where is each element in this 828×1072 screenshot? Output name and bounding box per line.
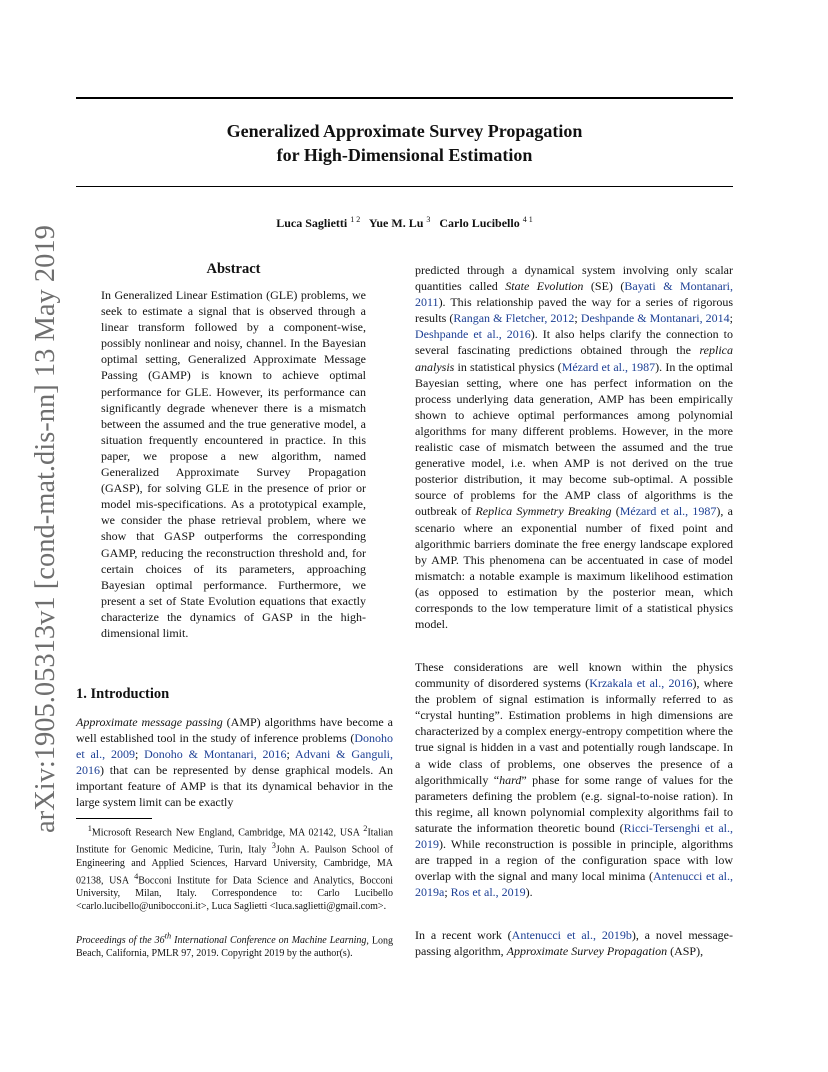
intro-paragraph <box>76 714 393 811</box>
text-run: ( <box>611 504 620 519</box>
text-run: ; <box>729 311 733 326</box>
author-affiliation: 3 <box>426 215 431 224</box>
footnote-rule <box>76 818 152 819</box>
text-run: predicted through a dynamical system involving only scalar quantities called <box>415 263 733 294</box>
arxiv-stamp: arXiv:1905.05313v1 [cond-mat.dis-nn] 13 May 2019 <box>30 225 61 833</box>
citation-link[interactable]: Donoho & Montanari, 2016 <box>144 747 287 762</box>
affiliation-footnote <box>76 822 393 913</box>
text-run: In a recent work ( <box>415 928 512 942</box>
citation-link[interactable]: Donoho et al., 2009 <box>76 731 393 762</box>
author-name: Luca Saglietti <box>276 216 348 230</box>
footnote-marker: 3 <box>271 841 276 851</box>
citation-link[interactable]: Bayati & Montanari, 2011 <box>415 279 733 310</box>
citation-link[interactable]: Deshpande et al., 2016 <box>415 327 531 342</box>
text-run: ), where the problem of signal estimation is informally referred to as “crystal hunting”. Estimation problems in high dimensions are characterized by a complex energy-entropy competition where the true signal is hidden in a vast and potentially rough landscape. In a wide class of problems, one observes the presence of a algorithmically “ <box>415 676 733 787</box>
superscript: th <box>164 932 172 941</box>
footnote-marker: 1 <box>87 824 92 833</box>
citation-link[interactable]: Krzakala et al., 2016 <box>589 676 693 691</box>
citation-link[interactable]: Mézard et al., 1987 <box>619 504 717 519</box>
text-run: , Long Beach, California, PMLR 97, 2019. Copyright 2019 by the author(s). <box>76 935 393 960</box>
text-run: (AMP) algorithms have become a well established tool in the study of inference problems ( <box>76 715 393 746</box>
emphasis: Replica Symmetry Breaking <box>475 504 612 519</box>
author-name: Yue M. Lu <box>368 216 424 230</box>
emphasis: Approximate message passing <box>76 715 223 729</box>
text-run: ) that can be represented by dense graphical models. An important feature of AMP is that its dynamical behavior in the large system limit can be exactly <box>76 763 393 810</box>
text-run: These considerations are well known within the physics community of disordered systems ( <box>415 660 733 691</box>
text-run: ). In the optimal Bayesian setting, where one has perfect information on the process underlying data generation, AMP has been empirically shown to achieve optimal performances among polynomial algorithms for many different problems. However, in the more realistic case of mismatch between the assumed and the true generative model, i.e. when AMP is not derived on the true posterior distribution, it may become sub-optimal. A possible source of problems for the AMP class of algorithms is the outbreak of <box>415 359 733 519</box>
right-paragraph-2 <box>415 659 733 900</box>
text-run: ), a novel message-passing algorithm, <box>415 928 734 959</box>
footnote-marker: 4 <box>134 871 139 881</box>
emphasis: State Evolution <box>505 279 584 294</box>
top-rule <box>76 97 733 99</box>
abstract-text: In Generalized Linear Estimation (GLE) problems, we seek to estimate a signal that is observed through a linear transform followed by a component-wise, possibly nonlinear and noisy, channel. In the Bayesian optimal setting, Generalized Approximate Message Passing (GAMP) is known to achieve optimal performance for GLE. However, its performance can significantly degrade whenever there is a mismatch between the assumed and the true generative model, a situation frequently encountered in practice. In this paper, we propose a new algorithm, named Generalized Approximate Survey Propagation (GASP), for solving GLE in the presence of prior or model mis-specifications. As a prototypical example, we consider the phase retrieval problem, where we show that GASP outperforms the corresponding GAMP, reducing the reconstruction threshold and, for certain choices of its parameters, approaching Bayesian optimal performance. Furthermore, we present a set of State Evolution equations that exactly characterize the dynamics of GASP in the high-dimensional limit. <box>101 288 366 640</box>
citation-link[interactable]: Rangan & Fletcher, 2012 <box>453 311 575 326</box>
text-run: ; <box>134 747 145 762</box>
text-run: ). This relationship paved the way for a series of rigorous results ( <box>415 295 733 326</box>
citation-link[interactable]: Ricci-Tersenghi et al., 2019 <box>415 820 733 852</box>
text-run: Bocconi Institute for Data Science and Analytics, Bocconi University, Milan, Italy. Correspondence to: Carlo Lucibello <carlo.lucibello@unibocconi.it>, Luca Saglietti <luca.saglietti@gmail.com>. <box>76 874 393 912</box>
text-run: John A. Paulson School of Engineering and Applied Sciences, Harvard University, Cambridge, MA 02138, USA <box>76 844 393 886</box>
citation-link[interactable]: Deshpande & Montanari, 2014 <box>580 311 730 326</box>
author-affiliation: 1 2 <box>350 215 361 224</box>
proceedings-note <box>76 930 393 960</box>
paper-title <box>76 119 733 167</box>
text-run: ). It also helps clarify the connection to several fascinating predictions obtained through the <box>415 327 733 358</box>
emphasis: hard <box>499 772 522 787</box>
bottom-rule <box>76 186 733 187</box>
emphasis: replica analysis <box>415 343 733 374</box>
citation-link[interactable]: Antenucci et al., 2019b <box>511 928 632 942</box>
text-run: ” phase for some range of values for the parameters defining the problem (e.g. signal-to-noise ration). In this regime, all known polynomial complexity algorithms fail to saturate the information theoretic bound ( <box>415 772 733 835</box>
abstract-heading: Abstract <box>206 261 261 277</box>
text-run: in statistical physics ( <box>454 359 562 374</box>
text-run: Proceedings of the 36 <box>76 935 165 947</box>
right-paragraph-1 <box>415 262 733 632</box>
citation-link[interactable]: Mézard et al., 1987 <box>561 359 656 374</box>
emphasis: Approximate Survey Propagation <box>506 944 668 959</box>
text-run: ; <box>574 311 581 326</box>
text-run: ), a scenario where an exponential number of fixed point and algorithmic barriers dominate the free energy landscape explored by AMP. This phenomena can be accentuated in case of model mismatch: a notable example is maximum likelihood estimation (as opposed to estimation by the posterior mean, which corresponds to the low temperature limit of a statistical physics model. <box>415 504 733 632</box>
right-paragraph-3 <box>415 927 733 959</box>
section-heading-introduction: 1. Introduction <box>76 686 170 702</box>
text-run: ). <box>525 885 533 900</box>
citation-link[interactable]: Ros et al., 2019 <box>450 885 526 900</box>
author-affiliation: 4 1 <box>522 215 533 224</box>
footnote-marker: 2 <box>363 824 368 833</box>
text-run: ; <box>444 885 451 900</box>
title-line-1: Generalized Approximate Survey Propagation <box>226 121 583 141</box>
text-run: (ASP), <box>667 944 704 959</box>
author-list <box>76 215 733 231</box>
text-run: International Conference on Machine Learning <box>171 935 367 947</box>
text-run: Microsoft Research New England, Cambridge, MA 02142, USA <box>91 827 364 839</box>
text-run: (SE) ( <box>583 279 625 294</box>
title-line-2: for High-Dimensional Estimation <box>276 145 533 165</box>
text-run: ; <box>286 747 296 762</box>
author-name: Carlo Lucibello <box>439 216 520 230</box>
citation-link[interactable]: Advani & Ganguli, 2016 <box>76 747 393 778</box>
citation-link[interactable]: Antenucci et al., 2019a <box>415 869 733 900</box>
text-run: Italian Institute for Genomic Medicine, Turin, Italy <box>76 827 394 856</box>
text-run: ). While reconstruction is possible in principle, algorithms are trapped in a region of the configuration space with low overlap with the signal and many local minima ( <box>415 837 733 884</box>
